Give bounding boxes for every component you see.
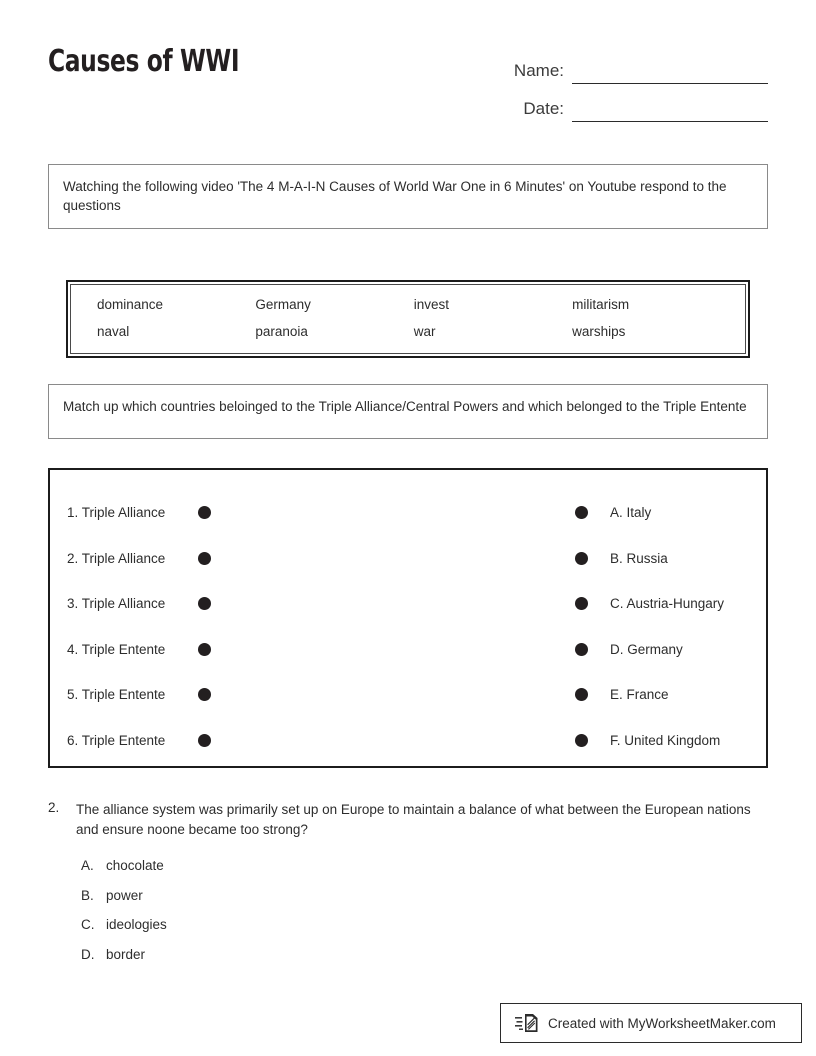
matching-left-label: 4. Triple Entente — [67, 641, 166, 657]
match-dot-icon[interactable] — [198, 688, 211, 701]
matching-right-label: E. France — [610, 687, 669, 703]
matching-right-item[interactable] — [408, 733, 766, 748]
word-bank-word[interactable]: warships — [572, 324, 626, 339]
matching-exercise — [48, 468, 768, 768]
matching-left-label: 5. Triple Entente — [67, 687, 166, 703]
match-dot-icon[interactable] — [575, 688, 588, 701]
page-title: Causes of WWI — [48, 44, 240, 79]
matching-left-label: 3. Triple Alliance — [67, 596, 166, 612]
matching-right-item[interactable] — [408, 642, 766, 657]
matching-right-item[interactable] — [408, 551, 766, 566]
name-date-block — [438, 46, 768, 122]
word-bank — [66, 280, 750, 358]
question-2 — [48, 800, 768, 976]
worksheet-maker-logo-icon — [515, 1012, 541, 1034]
matching-row — [50, 490, 766, 536]
word-bank-word[interactable]: naval — [97, 324, 130, 339]
option-letter: C. — [81, 917, 95, 932]
match-dot-icon[interactable] — [198, 643, 211, 656]
matching-right-label: B. Russia — [610, 550, 668, 566]
matching-right-label: A. Italy — [610, 505, 652, 521]
instruction-box-matching — [48, 384, 768, 439]
match-dot-icon[interactable] — [575, 643, 588, 656]
word-bank-inner — [70, 284, 746, 354]
word-bank-word[interactable]: paranoia — [255, 324, 308, 339]
created-with-label: Created with MyWorksheetMaker.com — [548, 1015, 776, 1031]
matching-left-item[interactable] — [50, 505, 408, 520]
question-2-number: 2. — [48, 800, 60, 815]
instruction-text-video: Watching the following video 'The 4 M-A-I-N Causes of World War One in 6 Minutes' on Youtube respond to the questions — [63, 179, 727, 213]
name-input[interactable] — [572, 61, 768, 84]
option-letter: B. — [81, 887, 94, 903]
word-bank-word[interactable]: war — [413, 324, 436, 339]
match-dot-icon[interactable] — [198, 552, 211, 565]
option-text: ideologies — [106, 917, 167, 932]
option-text: border — [106, 946, 146, 962]
question-2-options — [48, 858, 768, 976]
word-bank-word[interactable]: invest — [413, 297, 450, 312]
option-text: chocolate — [106, 858, 164, 873]
word-bank-row — [71, 324, 745, 339]
word-bank-row — [71, 297, 745, 312]
match-dot-icon[interactable] — [575, 552, 588, 565]
matching-left-label: 6. Triple Entente — [67, 732, 166, 748]
option-letter: A. — [81, 858, 94, 873]
matching-left-label: 1. Triple Alliance — [67, 505, 166, 521]
matching-row — [50, 581, 766, 627]
matching-right-label: F. United Kingdom — [610, 732, 721, 748]
matching-right-label: C. Austria-Hungary — [610, 596, 725, 612]
match-dot-icon[interactable] — [575, 597, 588, 610]
matching-left-item[interactable] — [50, 551, 408, 566]
page-header — [48, 44, 768, 124]
matching-left-item[interactable] — [50, 687, 408, 702]
word-bank-word[interactable]: dominance — [97, 297, 164, 312]
question-2-option[interactable] — [81, 888, 768, 918]
matching-row — [50, 718, 766, 764]
matching-row — [50, 627, 766, 673]
matching-left-item[interactable] — [50, 733, 408, 748]
matching-right-item[interactable] — [408, 687, 766, 702]
question-2-option[interactable] — [81, 858, 768, 888]
word-bank-word[interactable]: militarism — [572, 297, 630, 312]
option-text: power — [106, 887, 143, 903]
match-dot-icon[interactable] — [575, 734, 588, 747]
question-2-head — [48, 800, 768, 840]
match-dot-icon[interactable] — [198, 734, 211, 747]
question-2-option[interactable] — [81, 917, 768, 947]
matching-left-label: 2. Triple Alliance — [67, 550, 166, 566]
created-with-badge[interactable] — [500, 1003, 802, 1043]
word-bank-word[interactable]: Germany — [255, 297, 311, 312]
matching-left-item[interactable] — [50, 596, 408, 611]
matching-right-item[interactable] — [408, 505, 766, 520]
instruction-box-video — [48, 164, 768, 229]
question-2-text: The alliance system was primarily set up on Europe to maintain a balance of what between the European nations and ensure noone became too strong? — [76, 802, 751, 837]
matching-right-label: D. Germany — [610, 641, 683, 657]
instruction-text-matching: Match up which countries beloinged to the Triple Alliance/Central Powers and which belonged to the Triple Entente — [63, 399, 747, 414]
date-row — [438, 84, 768, 122]
matching-right-item[interactable] — [408, 596, 766, 611]
matching-row — [50, 536, 766, 582]
matching-row — [50, 672, 766, 718]
name-label: Name: — [513, 61, 564, 80]
match-dot-icon[interactable] — [198, 506, 211, 519]
match-dot-icon[interactable] — [575, 506, 588, 519]
option-letter: D. — [81, 946, 95, 962]
date-label: Date: — [523, 99, 564, 118]
date-input[interactable] — [572, 99, 768, 122]
name-row — [438, 46, 768, 84]
question-2-option[interactable] — [81, 947, 768, 977]
match-dot-icon[interactable] — [198, 597, 211, 610]
matching-left-item[interactable] — [50, 642, 408, 657]
